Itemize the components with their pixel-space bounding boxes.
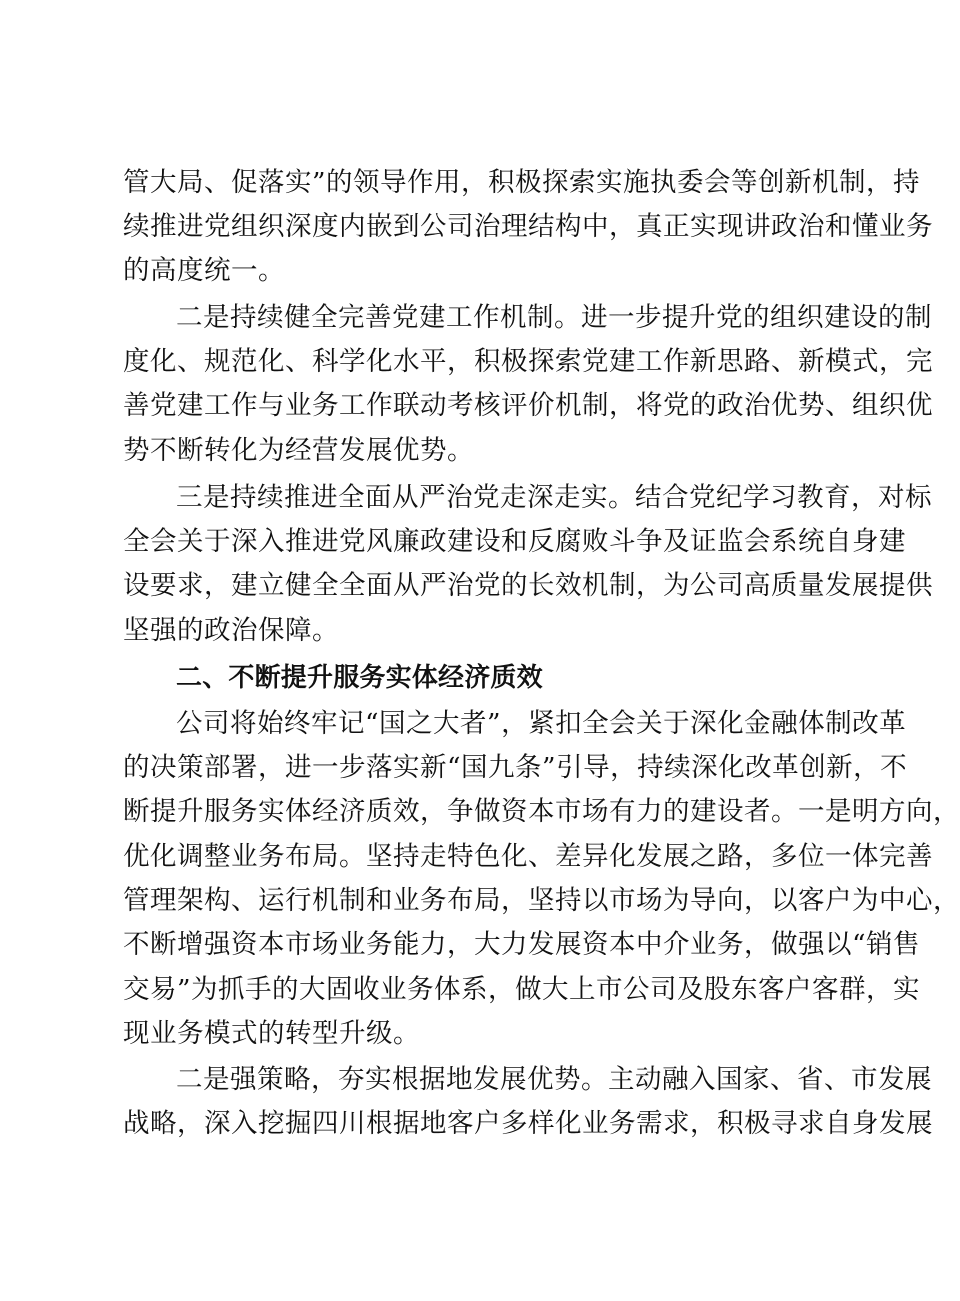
paragraph-3-line-2: 全会关于深入推进党风廉政建设和反腐败斗争及证监会系统自身建: [123, 526, 906, 557]
paragraph-4-line-2: 的决策部署，进一步落实新“国九条”引导，持续深化改革创新，不: [123, 752, 908, 783]
paragraph-4-line-5: 管理架构、运行机制和业务布局，坚持以市场为导向，以客户为中心，: [123, 885, 960, 916]
paragraph-4-line-7: 交易”为抓手的大固收业务体系，做大上市公司及股东客户客群，实: [123, 974, 921, 1005]
paragraph-2-line-3: 善党建工作与业务工作联动考核评价机制，将党的政治优势、组织优: [123, 390, 933, 421]
paragraph-2-line-2: 度化、规范化、科学化水平，积极探索党建工作新思路、新模式，完: [123, 346, 933, 377]
paragraph-2-line-4: 势不断转化为经营发展优势。: [123, 435, 474, 466]
paragraph-2-line-1: 二是持续健全完善党建工作机制。进一步提升党的组织建设的制: [176, 302, 932, 333]
paragraph-4-line-3: 断提升服务实体经济质效，争做资本市场有力的建设者。一是明方向，: [123, 796, 960, 827]
paragraph-3-line-4: 坚强的政治保障。: [123, 615, 339, 646]
paragraph-4-line-1: 公司将始终牢记“国之大者”，紧扣全会关于深化金融体制改革: [176, 708, 907, 739]
paragraph-1-line-2: 续推进党组织深度内嵌到公司治理结构中，真正实现讲政治和懂业务: [123, 211, 933, 242]
paragraph-4-line-4: 优化调整业务布局。坚持走特色化、差异化发展之路，多位一体完善: [123, 841, 933, 872]
paragraph-4-line-8: 现业务模式的转型升级。: [123, 1018, 420, 1049]
paragraph-1-line-3: 的高度统一。: [123, 255, 285, 286]
paragraph-5-line-2: 战略，深入挖掘四川根据地客户多样化业务需求，积极寻求自身发展: [123, 1108, 933, 1139]
paragraph-1-line-1: 管大局、促落实”的领导作用，积极探索实施执委会等创新机制，持: [123, 167, 921, 198]
paragraph-4-line-6: 不断增强资本市场业务能力，大力发展资本中介业务，做强以“销售: [123, 929, 921, 960]
section-heading: 二、不断提升服务实体经济质效: [176, 663, 543, 693]
paragraph-3-line-1: 三是持续推进全面从严治党走深走实。结合党纪学习教育，对标: [176, 482, 932, 513]
paragraph-5-line-1: 二是强策略，夯实根据地发展优势。主动融入国家、省、市发展: [176, 1064, 932, 1095]
paragraph-3-line-3: 设要求，建立健全全面从严治党的长效机制，为公司高质量发展提供: [123, 570, 933, 601]
